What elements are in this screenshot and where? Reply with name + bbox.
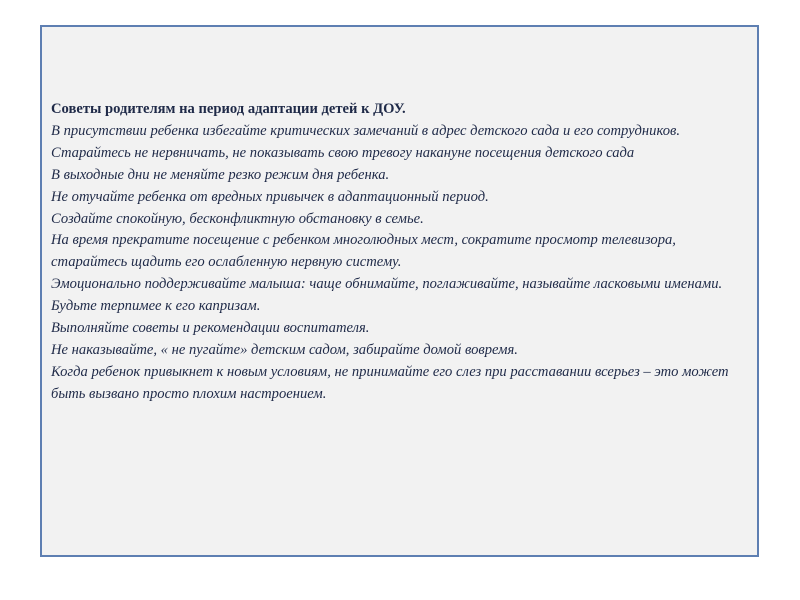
document-title: Советы родителям на период адаптации детей к ДОУ. xyxy=(51,101,406,117)
tip-item: Выполняйте советы и рекомендации воспитателя. xyxy=(51,320,370,337)
tip-item: В выходные дни не меняйте резко режим дня ребенка. xyxy=(51,166,390,183)
tip-item: Не отучайте ребенка от вредных привычек в адаптационный период. xyxy=(51,188,489,205)
content-panel xyxy=(40,25,759,557)
advice-text-block xyxy=(51,99,741,406)
tip-item: Старайтесь не нервничать, не показывать свою тревогу накануне посещения детского сада xyxy=(51,144,635,161)
tip-item: В присутствии ребенка избегайте критических замечаний в адрес детского сада и его сотрудников. xyxy=(51,122,680,139)
tip-item: Создайте спокойную, бесконфликтную обстановку в семье. xyxy=(51,210,424,227)
tip-item: Эмоционально поддерживайте малыша: чаще обнимайте, поглаживайте, называйте ласковыми именами. xyxy=(51,276,723,293)
tip-item: Когда ребенок привыкнет к новым условиям, не принимайте его слез при расставании всерьез – это может быть вызвано просто плохим настроением. xyxy=(51,363,729,402)
tip-item: На время прекратите посещение с ребенком многолюдных мест, сократите просмотр телевизора, старайтесь щадить его ослабленную нервную систему. xyxy=(51,232,676,271)
tip-item: Не наказывайте, « не пугайте» детским садом, забирайте домой вовремя. xyxy=(51,341,518,358)
tip-item: Будьте терпимее к его капризам. xyxy=(51,298,261,315)
